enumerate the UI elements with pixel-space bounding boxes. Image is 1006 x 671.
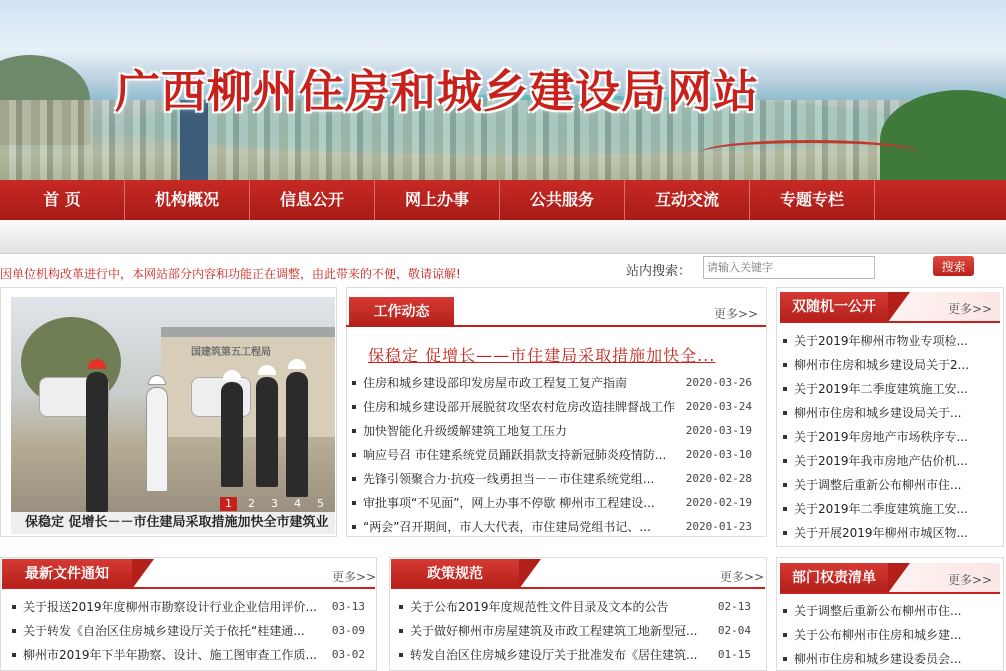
tab-slant: [132, 559, 154, 589]
bullet: [783, 459, 787, 463]
slider-pagination: [220, 497, 329, 511]
files-list: [12, 595, 365, 667]
bullet: [12, 629, 16, 633]
policy-header: [391, 559, 765, 589]
news-title: 加快智能化升级缓解建筑工地复工压力: [363, 424, 568, 438]
photo-person: [286, 372, 308, 497]
powers-tab[interactable]: 部门权责清单: [780, 563, 888, 593]
item-title: 关于调整后重新公布柳州市住...: [794, 604, 962, 618]
list-item[interactable]: [783, 647, 983, 671]
list-item[interactable]: [12, 643, 365, 667]
tab-slant: [888, 563, 910, 593]
list-item[interactable]: [783, 599, 983, 623]
list-item[interactable]: [352, 467, 752, 491]
policy-more-link[interactable]: 更多>>: [720, 570, 765, 584]
bullet: [352, 453, 356, 457]
nav-item-public-service[interactable]: 公共服务: [500, 180, 625, 220]
file-date: 03-02: [331, 648, 365, 661]
list-item[interactable]: [783, 497, 983, 521]
site-banner: [0, 0, 1006, 180]
bullet: [399, 629, 403, 633]
news-title: 住房和城乡建设部印发房屋市政工程复工复产指南: [363, 376, 628, 390]
nav-item-topics[interactable]: 专题专栏: [750, 180, 875, 220]
item-title: 柳州市住房和城乡建设委员会...: [794, 652, 962, 666]
list-item[interactable]: [783, 425, 983, 449]
list-item[interactable]: [352, 491, 752, 515]
news-title: 住房和城乡建设部开展脱贫攻坚农村危房改造挂牌督战工作: [363, 400, 676, 414]
list-item[interactable]: [352, 371, 752, 395]
random-inspection-divider: [780, 321, 1000, 323]
tab-slant: [888, 292, 910, 322]
banner-bridge: [700, 140, 920, 166]
item-title: 关于2019年二季度建筑施工安...: [794, 382, 968, 396]
bullet: [783, 657, 787, 661]
bullet: [12, 605, 16, 609]
files-header: [2, 559, 375, 589]
list-item[interactable]: [783, 401, 983, 425]
list-item[interactable]: [783, 353, 983, 377]
news-date: 2020-03-19: [685, 424, 752, 437]
news-title: “两会”召开期间，市人大代表，市住建局党组书记、...: [363, 520, 651, 534]
files-tab[interactable]: 最新文件通知: [2, 559, 132, 589]
list-item[interactable]: [12, 619, 365, 643]
random-inspection-list: [783, 329, 983, 545]
file-title: 柳州市2019年下半年勘察、设计、施工图审查工作质...: [23, 648, 317, 662]
bullet: [783, 609, 787, 613]
search-button[interactable]: 搜索: [933, 256, 974, 276]
policy-divider: [391, 587, 765, 589]
bullet: [783, 483, 787, 487]
random-inspection-more-link[interactable]: 更多>>: [948, 302, 993, 316]
news-title: 响应号召 市住建系统党员踊跃捐款支持新冠肺炎疫情防...: [363, 448, 667, 462]
list-item[interactable]: [352, 419, 752, 443]
news-title: 先锋引领聚合力·抗疫一线勇担当－－市住建系统党组...: [363, 472, 655, 486]
slider-photo[interactable]: [11, 297, 335, 512]
item-title: 柳州市住房和城乡建设局关于2...: [794, 358, 970, 372]
tab-slant: [519, 559, 541, 589]
photo-person: [146, 387, 168, 492]
random-inspection-tab[interactable]: 双随机一公开: [780, 292, 888, 322]
bullet: [352, 477, 356, 481]
slider-caption[interactable]: 保稳定 促增长－－市住建局采取措施加快全市建筑业: [11, 512, 335, 534]
work-news-list: [352, 371, 752, 539]
news-date: 2020-03-26: [685, 376, 752, 389]
slider-page-dot[interactable]: 1: [220, 497, 237, 511]
bullet: [783, 633, 787, 637]
news-date: 2020-02-28: [685, 472, 752, 485]
photo-person: [256, 377, 278, 487]
bullet: [783, 363, 787, 367]
bullet: [399, 605, 403, 609]
photo-person: [221, 382, 243, 487]
work-news-tab[interactable]: 工作动态: [349, 297, 454, 327]
list-item[interactable]: [352, 515, 752, 539]
nav-item-about[interactable]: 机构概况: [125, 180, 250, 220]
bullet: [783, 507, 787, 511]
nav-item-interaction[interactable]: 互动交流: [625, 180, 750, 220]
list-item[interactable]: [352, 395, 752, 419]
powers-more-link[interactable]: 更多>>: [948, 573, 993, 587]
list-item[interactable]: [783, 449, 983, 473]
file-title: 关于报送2019年度柳州市勘察设计行业企业信用评价...: [23, 600, 317, 614]
slider-page-dot[interactable]: 3: [271, 497, 278, 510]
file-date: 03-09: [331, 624, 365, 637]
bullet: [352, 501, 356, 505]
bullet: [783, 435, 787, 439]
policy-title: 关于做好柳州市房屋建筑及市政工程建筑工地新型冠...: [410, 624, 698, 638]
list-item[interactable]: [783, 473, 983, 497]
files-more-link[interactable]: 更多>>: [332, 570, 377, 584]
list-item[interactable]: [783, 377, 983, 401]
list-item[interactable]: [399, 643, 751, 667]
site-title: 广西柳州住房和城乡建设局网站: [115, 65, 760, 118]
news-title: 审批事项“不见面”，网上办事不停歇 柳州市工程建设...: [363, 496, 655, 510]
bullet: [399, 653, 403, 657]
main-nav: [0, 180, 1006, 220]
news-date: 2020-01-23: [685, 520, 752, 533]
work-news-headline[interactable]: 保稳定 促增长——市住建局采取措施加快全...: [368, 346, 716, 365]
nav-item-home[interactable]: 首 页: [0, 180, 125, 220]
news-date: 2020-03-24: [685, 400, 752, 413]
file-date: 03-13: [331, 600, 365, 613]
search-label: 站内搜索：: [626, 264, 692, 279]
powers-divider: [780, 592, 1000, 594]
item-title: 关于2019年二季度建筑施工安...: [794, 502, 968, 516]
photo-building-text: 国建筑第五工程局: [191, 347, 271, 358]
bullet: [352, 405, 356, 409]
bullet: [352, 429, 356, 433]
policy-date: 01-15: [717, 648, 751, 661]
item-title: 关于2019年我市房地产估价机...: [794, 454, 968, 468]
list-item[interactable]: [352, 443, 752, 467]
bullet: [783, 411, 787, 415]
list-item[interactable]: [783, 623, 983, 647]
bullet: [352, 381, 356, 385]
slider-page-dot[interactable]: 5: [317, 497, 324, 510]
nav-item-info[interactable]: 信息公开: [250, 180, 375, 220]
work-news-more-link[interactable]: 更多>>: [714, 307, 759, 321]
item-title: 关于调整后重新公布柳州市住...: [794, 478, 962, 492]
notice-text: 因单位机构改革进行中，本网站部分内容和功能正在调整，由此带来的不便，敬请谅解!: [0, 267, 461, 281]
sub-nav-bar: [0, 220, 1006, 254]
news-date: 2020-02-19: [685, 496, 752, 509]
news-date: 2020-03-10: [685, 448, 752, 461]
list-item[interactable]: [783, 521, 983, 545]
policy-date: 02-04: [717, 624, 751, 637]
list-item[interactable]: [399, 619, 751, 643]
item-title: 关于开展2019年柳州市城区物...: [794, 526, 968, 540]
policy-title: 转发自治区住房城乡建设厅关于批准发布《居住建筑...: [410, 648, 698, 662]
slider-page-dot[interactable]: 4: [294, 497, 301, 510]
item-title: 关于公布柳州市住房和城乡建...: [794, 628, 962, 642]
bullet: [783, 531, 787, 535]
bullet: [352, 525, 356, 529]
list-item[interactable]: [783, 329, 983, 353]
item-title: 关于2019年柳州市物业专项检...: [794, 334, 968, 348]
list-item[interactable]: [12, 595, 365, 619]
policy-tab[interactable]: 政策规范: [391, 559, 519, 589]
powers-list: [783, 599, 983, 671]
item-title: 关于2019年房地产市场秩序专...: [794, 430, 968, 444]
list-item[interactable]: [399, 595, 751, 619]
policy-title: 关于公布2019年度规范性文件目录及文本的公告: [410, 600, 669, 614]
bullet: [783, 387, 787, 391]
nav-item-online[interactable]: 网上办事: [375, 180, 500, 220]
policy-date: 02-13: [717, 600, 751, 613]
files-divider: [2, 587, 375, 589]
search-input[interactable]: [703, 256, 875, 279]
photo-person: [86, 372, 108, 512]
file-title: 关于转发《自治区住房城乡建设厅关于依托“桂建通...: [23, 624, 305, 638]
bullet: [12, 653, 16, 657]
slider-page-dot[interactable]: 2: [248, 497, 255, 510]
item-title: 柳州市住房和城乡建设局关于...: [794, 406, 962, 420]
policy-list: [399, 595, 751, 667]
bullet: [783, 339, 787, 343]
